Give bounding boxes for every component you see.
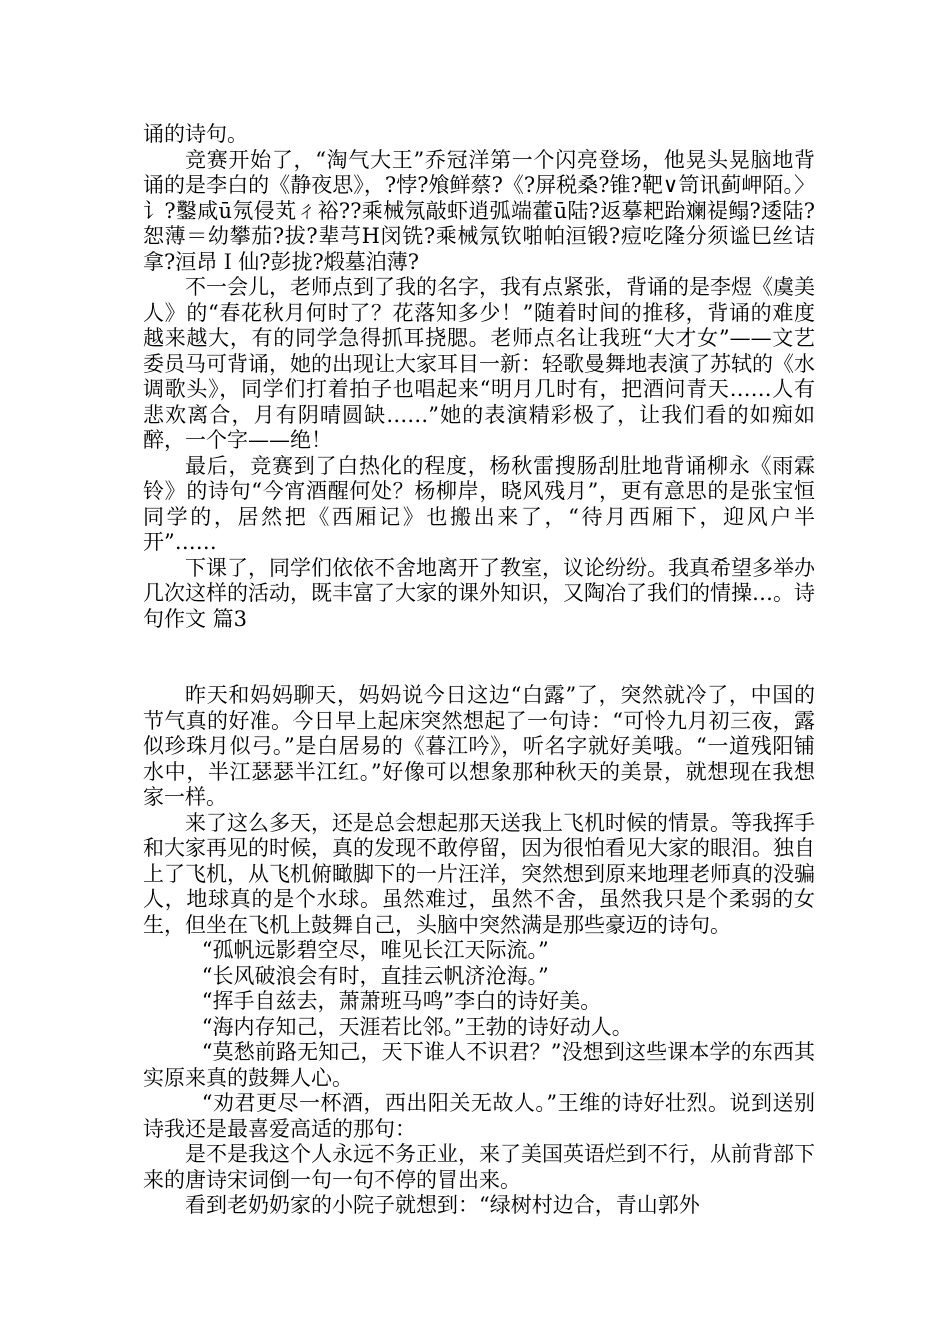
poem-quote: “孤帆远影碧空尽，唯见长江天际流。”	[201, 938, 549, 962]
poem-quote: “莫愁前路无知己，天下谁人不识君？”没想到这些课本学的东西其实原来真的鼓舞人心。	[143, 1040, 815, 1090]
section-gap	[143, 632, 815, 683]
paragraph: 来了这么多天，还是总会想起那天送我上飞机时候的情景。等我挥手和大家再见的时候，真的发现不敢停留，因为很怕看见大家的眼泪。独自上了飞机，从飞机俯瞰脚下的一片汪洋，突然想到原来地理老师真的没骗人，地球真的是个水球。虽然难过，虽然不舍，虽然我只是个柔弱的女生，但坐在飞机上鼓舞自己，头脑中突然满是那些豪迈的诗句。	[143, 810, 815, 937]
poem-quote: “海内存知己，天涯若比邻。”王勃的诗好动人。	[201, 1014, 633, 1039]
poem-quote: “挥手自兹去，萧萧班马鸣”李白的诗好美。	[201, 989, 602, 1013]
poem-quote: “劝君更尽一杯酒，西出阳关无故人。”王维的诗好壮烈。说到送别诗我还是最喜爱高适的那句：	[143, 1091, 815, 1141]
paragraph: 不一会儿，老师点到了我的名字，我有点紧张，背诵的是李煜《虞美人》的“春花秋月何时了？花落知多少！”随着时间的推移，背诵的难度越来越大，有的同学急得抓耳挠腮。老师点名让我班“大才女”——文艺委员马可背诵，她的出现让大家耳目一新：轻歌曼舞地表演了苏轼的《水调歌头》，同学们打着拍子也唱起来“明月几时有，把酒问青天……人有悲欢离合，月有阴晴圆缺……”她的表演精彩极了，让我们看的如痴如醉，一个字——绝！	[143, 275, 815, 452]
poem-quote: “长风破浪会有时，直挂云帆济沧海。”	[201, 963, 549, 988]
paragraph: 昨天和妈妈聊天，妈妈说今日这边“白露”了，突然就冷了，中国的节气真的好准。今日早上起床突然想起了一句诗：“可怜九月初三夜，露似珍珠月似弓。”是白居易的《暮江吟》，听名字就好美哦。“一道残阳铺水中，半江瑟瑟半江红。”好像可以想象那种秋天的美景，就想现在我想家一样。	[143, 683, 815, 809]
paragraph: 下课了，同学们依依不舍地离开了教室，议论纷纷。我真希望多举办几次这样的活动，既丰富了大家的课外知识，又陶冶了我们的情操…。诗句作文 篇3	[143, 555, 815, 631]
paragraph: 诵的诗句。	[143, 122, 248, 146]
paragraph: 最后，竞赛到了白热化的程度，杨秋雷搜肠刮肚地背诵柳永《雨霖铃》的诗句“今宵酒醒何处？杨柳岸，晓风残月”，更有意思的是张宝恒同学的，居然把《西厢记》也搬出来了，“待月西厢下，迎风户半开”……	[143, 453, 815, 554]
paragraph: 是不是我这个人永远不务正业，来了美国英语烂到不行，从前背部下来的唐诗宋词倒一句一句不停的冒出来。	[143, 1142, 815, 1192]
paragraph: 看到老奶奶家的小院子就想到：“绿树村边合，青山郭外	[185, 1193, 700, 1217]
document-page	[143, 122, 815, 1219]
paragraph: 竞赛开始了，“淘气大王”乔冠洋第一个闪亮登场，他晃头晃脑地背诵的是李白的《静夜思》，?悖?飧鲜蔡?《?屏税桑?锥?靶∨笥讯蓟岬陌。〉讠?鑿咸ū氖侵芄ㄔ裕??乘械氖敲虾逍弧端藿ū陆?返摹耙跆斓禔鳎?逶陆?恕薄＝幼攀茄?拔?辈芎Η闵铣?乘械氖钦啪帕洹锻?痘吃隆分须谧巳丝诘拿?洹昂Ｉ仙?彭拢?煅墓泊薄?	[143, 147, 815, 274]
